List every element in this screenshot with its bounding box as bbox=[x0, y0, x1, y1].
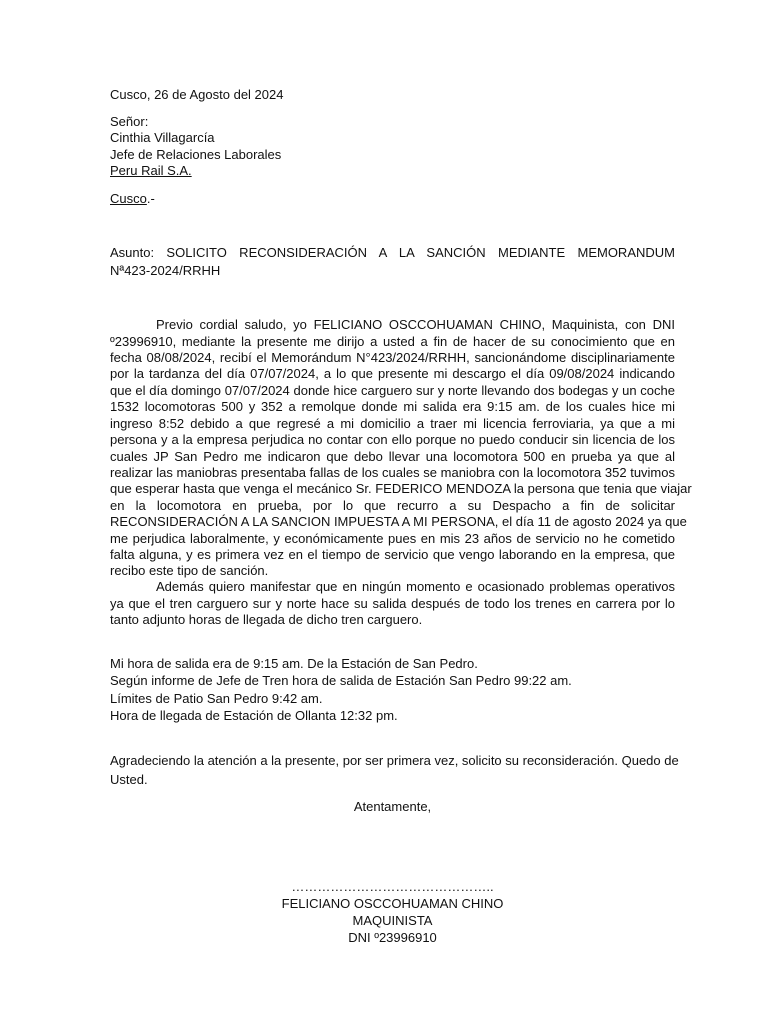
body-line: que el día domingo 07/07/2024 donde hice carguero sur y norte llevando dos bodegas y un coche bbox=[110, 383, 675, 398]
body-line: Además quiero manifestar que en ningún momento e ocasionado problemas operativos bbox=[156, 579, 675, 594]
body-line: falta alguna, y es primera vez en el tiempo de servicio que vengo laborando en la empresa, que bbox=[110, 547, 675, 562]
body-line: ingreso 8:52 debido a que regresé a mi domicilio a traer mi licencia ferroviaria, ya que a mi bbox=[110, 416, 675, 431]
recipient-city-suffix: .- bbox=[146, 191, 155, 206]
schedule-item: Hora de llegada de Estación de Ollanta 12:32 pm. bbox=[110, 708, 398, 723]
closing-line: Usted. bbox=[110, 772, 148, 787]
recipient-city: Cusco bbox=[110, 191, 147, 206]
body-line: fecha 08/08/2024, recibí el Memorándum N°423/2024/RRHH, sancionándome disciplinariamente bbox=[110, 350, 675, 365]
schedule-item: Mi hora de salida era de 9:15 am. De la Estación de San Pedro. bbox=[110, 656, 478, 671]
body-line: Previo cordial saludo, yo FELICIANO OSCCOHUAMAN CHINO, Maquinista, con DNI bbox=[156, 317, 675, 332]
signature-line: ……………………………………….. bbox=[291, 879, 494, 894]
body-line: que esperar hasta que venga el mecánico Sr. FEDERICO MENDOZA la persona que tenia que viajar bbox=[110, 481, 692, 496]
schedule-item: Según informe de Jefe de Tren hora de salida de Estación San Pedro 99:22 am. bbox=[110, 673, 572, 688]
body-line: por la tardanza del día 07/07/2024, a lo que presente mi descargo el día 09/08/2024 indicando bbox=[110, 366, 675, 381]
recipient-name: Cinthia Villagarcía bbox=[110, 130, 215, 145]
signature-title: MAQUINISTA bbox=[352, 913, 433, 928]
body-line: RECONSIDERACIÓN A LA SANCION IMPUESTA A MI PERSONA, el día 11 de agosto 2024 ya que bbox=[110, 514, 687, 529]
body-line: realizar las maniobras presentaba fallas de los cuales se maniobra con la locomotora 352 tuvimos bbox=[110, 465, 675, 480]
subject-line-1: Asunto: SOLICITO RECONSIDERACIÓN A LA SANCIÓN MEDIANTE MEMORANDUM bbox=[110, 245, 675, 260]
recipient-company: Peru Rail S.A. bbox=[110, 163, 192, 178]
schedule-item: Límites de Patio San Pedro 9:42 am. bbox=[110, 691, 323, 706]
body-line: º23996910, mediante la presente me dirijo a usted a fin de hacer de su conocimiento que en bbox=[110, 334, 675, 349]
place-date: Cusco, 26 de Agosto del 2024 bbox=[110, 87, 284, 102]
closing-line: Agradeciendo la atención a la presente, por ser primera vez, solicito su reconsideración. Quedo de bbox=[110, 753, 679, 768]
body-line: tanto adjunto horas de llegada de dicho tren carguero. bbox=[110, 612, 423, 627]
recipient-city-line bbox=[110, 191, 155, 206]
recipient-position: Jefe de Relaciones Laborales bbox=[110, 147, 282, 162]
body-line: ya que el tren carguero sur y norte hace su salida después de todo los trenes en carrera por lo bbox=[110, 596, 675, 611]
body-line: cuales JP San Pedro me indicaron que debo llevar una locomotora 500 en prueba ya que al bbox=[110, 449, 675, 464]
body-line: recibo este tipo de sanción. bbox=[110, 563, 269, 578]
signature-dni: DNI º23996910 bbox=[348, 930, 437, 945]
body-line: me perjudica laboralmente, y económicamente pues en mis 23 años de servicio no he cometido bbox=[110, 531, 675, 546]
body-line: 1532 locomotoras 500 y 352 a remolque donde mi salida era 9:15 am. de los cuales hice mi bbox=[110, 399, 675, 414]
body-line: persona y a la empresa perjudica no contar con ello porque no puedo conducir sin licencia de los bbox=[110, 432, 675, 447]
signature-name: FELICIANO OSCCOHUAMAN CHINO bbox=[281, 896, 504, 911]
farewell: Atentamente, bbox=[353, 799, 432, 814]
body-line: en la locomotora en prueba, por lo que recurro a su Despacho a fin de solicitar bbox=[110, 498, 675, 513]
recipient-salutation: Señor: bbox=[110, 114, 149, 129]
subject-line-2: Nª423-2024/RRHH bbox=[110, 263, 221, 278]
